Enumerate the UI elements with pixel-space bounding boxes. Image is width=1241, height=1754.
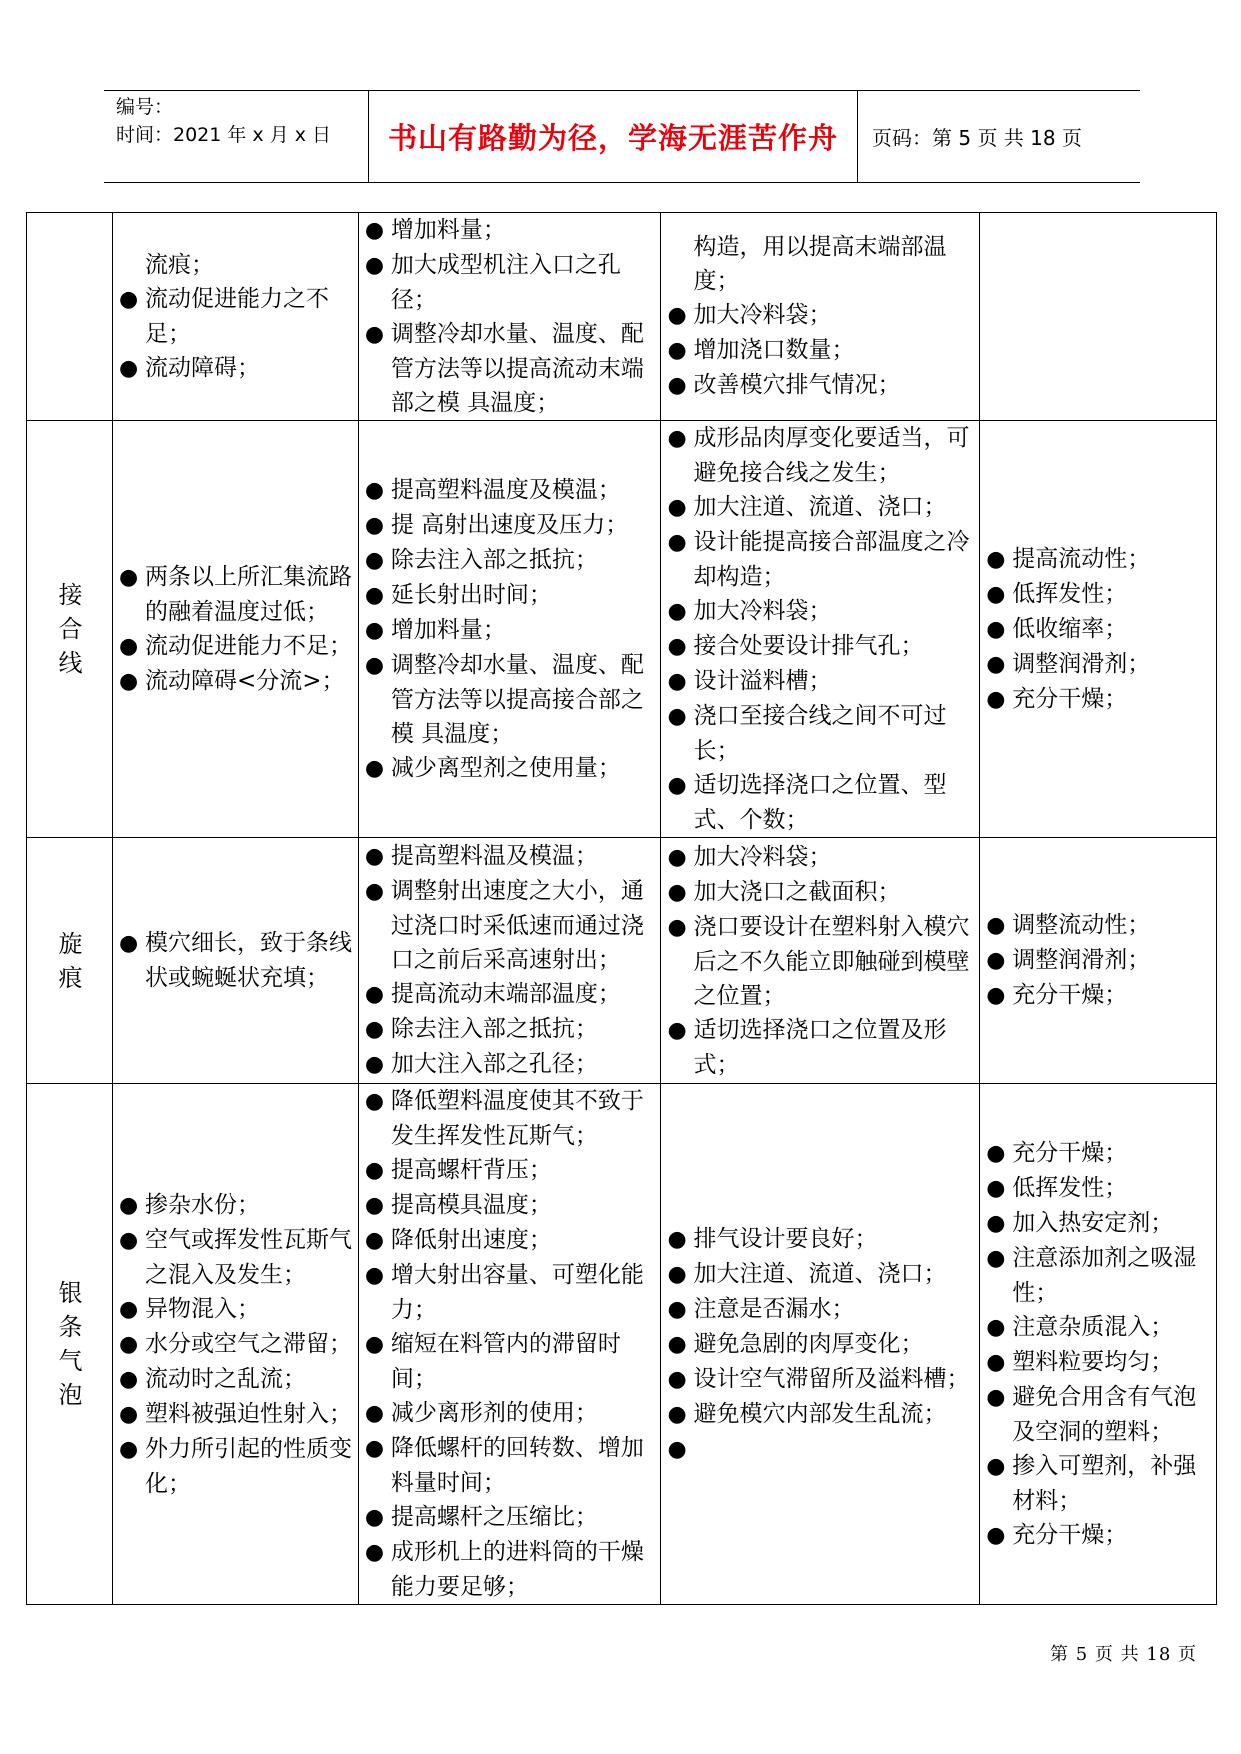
list-item: ● 避免模穴内部发生乱流；: [667, 1397, 975, 1432]
list-item: ● 适切选择浇口之位置、型式、个数；: [667, 768, 975, 837]
page-number-label: 页码：第 5 页 共 18 页: [872, 126, 1082, 150]
list-item: ● 提高流动性；: [986, 542, 1212, 577]
list-item: ● 除去注入部之抵抗；: [365, 543, 657, 578]
molding-condition-cell: [358, 421, 661, 838]
defect-name-cell: [27, 421, 113, 838]
list-item: ● 加大冷料袋；: [667, 840, 975, 875]
list-item: ● 注意添加剂之吸湿性；: [986, 1241, 1212, 1310]
molding-condition-cell: [358, 1084, 661, 1605]
material-cell: [980, 421, 1217, 838]
list-item: ● 加大成型机注入口之孔径；: [365, 248, 657, 317]
list-item: ● 加入热安定剂；: [986, 1206, 1212, 1241]
table-row: [27, 213, 1217, 421]
list-item: ● 充分干燥；: [986, 978, 1212, 1013]
list-item: ● 加大冷料袋；: [667, 298, 975, 333]
list-item: ● 两条以上所汇集流路的融着温度过低；: [119, 560, 354, 629]
list-item: ● 注意是否漏水；: [667, 1292, 975, 1327]
list-item: [667, 1432, 975, 1467]
list-item: ● 成形机上的进料筒的干燥能力要足够；: [365, 1535, 657, 1604]
slogan: 书山有路勤为径，学海无涯苦作舟: [368, 91, 858, 182]
cause-cell: [113, 1084, 359, 1605]
list-item: ● 增大射出容量、可塑化能力；: [365, 1258, 657, 1327]
list-item: ● 塑料粒要均匀；: [986, 1345, 1212, 1380]
list-item: ● 外力所引起的性质变化；: [119, 1432, 354, 1501]
list-item: ● 排气设计要良好；: [667, 1222, 975, 1257]
table-row: [27, 838, 1217, 1084]
list-item: ● 流动时之乱流；: [119, 1362, 354, 1397]
defect-name: 银 条 气 泡: [58, 1279, 83, 1409]
list-item: ● 提高塑料温及模温；: [365, 839, 657, 874]
list-item: ● 低挥发性；: [986, 1171, 1212, 1206]
list-item: ● 设计溢料槽；: [667, 664, 975, 699]
list-item: ● 适切选择浇口之位置及形式；: [667, 1013, 975, 1082]
list-item: ● 提高模具温度；: [365, 1188, 657, 1223]
defect-name-cell: [27, 213, 113, 421]
defect-name: 旋 痕: [58, 929, 83, 992]
defect-name-cell: [27, 1084, 113, 1605]
list-item: ● 浇口至接合线之间不可过长；: [667, 699, 975, 768]
list-item: ● 低收缩率；: [986, 612, 1212, 647]
list-item: ● 调整冷却水量、温度、配管方法等以提高接合部之模 具温度；: [365, 648, 657, 751]
list-item: ● 掺入可塑剂，补强材料；: [986, 1449, 1212, 1518]
list-item: ● 空气或挥发性瓦斯气之混入及发生；: [119, 1223, 354, 1292]
list-item: ● 降低螺杆的回转数、增加料量时间；: [365, 1431, 657, 1500]
list-item: ● 减少离形剂的使用；: [365, 1396, 657, 1431]
list-item: ● 加大注道、流道、浇口；: [667, 1257, 975, 1292]
list-item: ● 设计能提高接合部温度之冷却构造；: [667, 525, 975, 594]
list-item: 流痕；: [145, 251, 214, 278]
list-item: ● 低挥发性；: [986, 577, 1212, 612]
list-item: ● 塑料被强迫性射入；: [119, 1397, 354, 1432]
table-row: [27, 1084, 1217, 1605]
defect-name-cell: [27, 838, 113, 1084]
list-item: ● 提 高射出速度及压力；: [365, 508, 657, 543]
mold-design-cell: [661, 213, 980, 421]
list-item: ● 浇口要设计在塑料射入模穴后之不久能立即触碰到模壁之位置；: [667, 910, 975, 1013]
list-item: ● 减少离型剂之使用量；: [365, 751, 657, 786]
list-item: ● 提高螺杆背压；: [365, 1153, 657, 1188]
list-item: ● 注意杂质混入；: [986, 1310, 1212, 1345]
list-item: ● 调整射出速度之大小，通过浇口时采低速而通过浇口之前后采高速射出；: [365, 874, 657, 977]
list-item: ● 延长射出时间；: [365, 578, 657, 613]
list-item: ● 加大浇口之截面积；: [667, 875, 975, 910]
molding-condition-cell: [358, 213, 661, 421]
list-item: ● 流动促进能力之不足；: [119, 282, 354, 351]
list-item: ● 流动障碍；: [119, 351, 354, 386]
table-row: [27, 421, 1217, 838]
list-item: ● 流动促进能力不足；: [119, 629, 354, 664]
list-item: ● 增加料量；: [365, 213, 657, 248]
list-item: ● 充分干燥；: [986, 682, 1212, 717]
list-item: ● 调整润滑剂；: [986, 647, 1212, 682]
list-item: ● 调整流动性；: [986, 908, 1212, 943]
list-item: ● 避免合用含有气泡及空洞的塑料；: [986, 1380, 1212, 1449]
page-header: [104, 90, 1140, 183]
mold-design-cell: [661, 838, 980, 1084]
mold-design-cell: [661, 1084, 980, 1605]
defect-name: 接 合 线: [58, 581, 83, 677]
list-item: ● 异物混入；: [119, 1292, 354, 1327]
list-item: ● 改善模穴排气情况；: [667, 368, 975, 403]
list-item: ● 设计空气滞留所及溢料槽；: [667, 1362, 975, 1397]
header-meta: [104, 91, 368, 184]
list-item: ● 增加浇口数量；: [667, 333, 975, 368]
list-item: ● 提高螺杆之压缩比；: [365, 1500, 657, 1535]
list-item: ● 降低射出速度；: [365, 1223, 657, 1258]
list-item: ● 加大注入部之孔径；: [365, 1047, 657, 1082]
list-item: ● 除去注入部之抵抗；: [365, 1012, 657, 1047]
cause-cell: [113, 838, 359, 1084]
list-item: ● 充分干燥；: [986, 1518, 1212, 1553]
molding-condition-cell: [358, 838, 661, 1084]
list-item: ● 掺杂水份；: [119, 1188, 354, 1223]
list-item: 构造，用以提高末端部温度；: [693, 234, 947, 294]
list-item: ● 调整润滑剂；: [986, 943, 1212, 978]
list-item: ● 加大注道、流道、浇口；: [667, 490, 975, 525]
list-item: ● 流动障碍<分流>；: [119, 664, 354, 699]
list-item: ● 避免急剧的肉厚变化；: [667, 1327, 975, 1362]
page-footer: 第 5 页 共 18 页: [1050, 1644, 1197, 1665]
list-item: ● 增加料量；: [365, 613, 657, 648]
list-item: ● 水分或空气之滞留；: [119, 1327, 354, 1362]
cause-cell: [113, 213, 359, 421]
defect-table: [26, 212, 1217, 1605]
list-item: ● 提高流动末端部温度；: [365, 977, 657, 1012]
list-item: ● 降低塑料温度使其不致于发生挥发性瓦斯气；: [365, 1084, 657, 1153]
mold-design-cell: [661, 421, 980, 838]
time-label: 时间：2021 年 x 月 x 日: [116, 124, 332, 146]
list-item: ● 调整冷却水量、温度、配管方法等以提高流动末端部之模 具温度；: [365, 317, 657, 420]
cause-cell: [113, 421, 359, 838]
list-item: ● 模穴细长，致于条线状或蜿蜒状充填；: [119, 926, 354, 995]
list-item: ● 提高塑料温度及模温；: [365, 473, 657, 508]
list-item: ● 接合处要设计排气孔；: [667, 629, 975, 664]
list-item: ● 成形品肉厚变化要适当，可避免接合线之发生；: [667, 421, 975, 490]
number-label: 编号：: [116, 96, 174, 118]
list-item: ● 缩短在料管内的滞留时间；: [365, 1327, 657, 1396]
material-cell: [980, 213, 1217, 421]
list-item: ● 加大冷料袋；: [667, 594, 975, 629]
material-cell: [980, 1084, 1217, 1605]
list-item: ● 充分干燥；: [986, 1136, 1212, 1171]
material-cell: [980, 838, 1217, 1084]
